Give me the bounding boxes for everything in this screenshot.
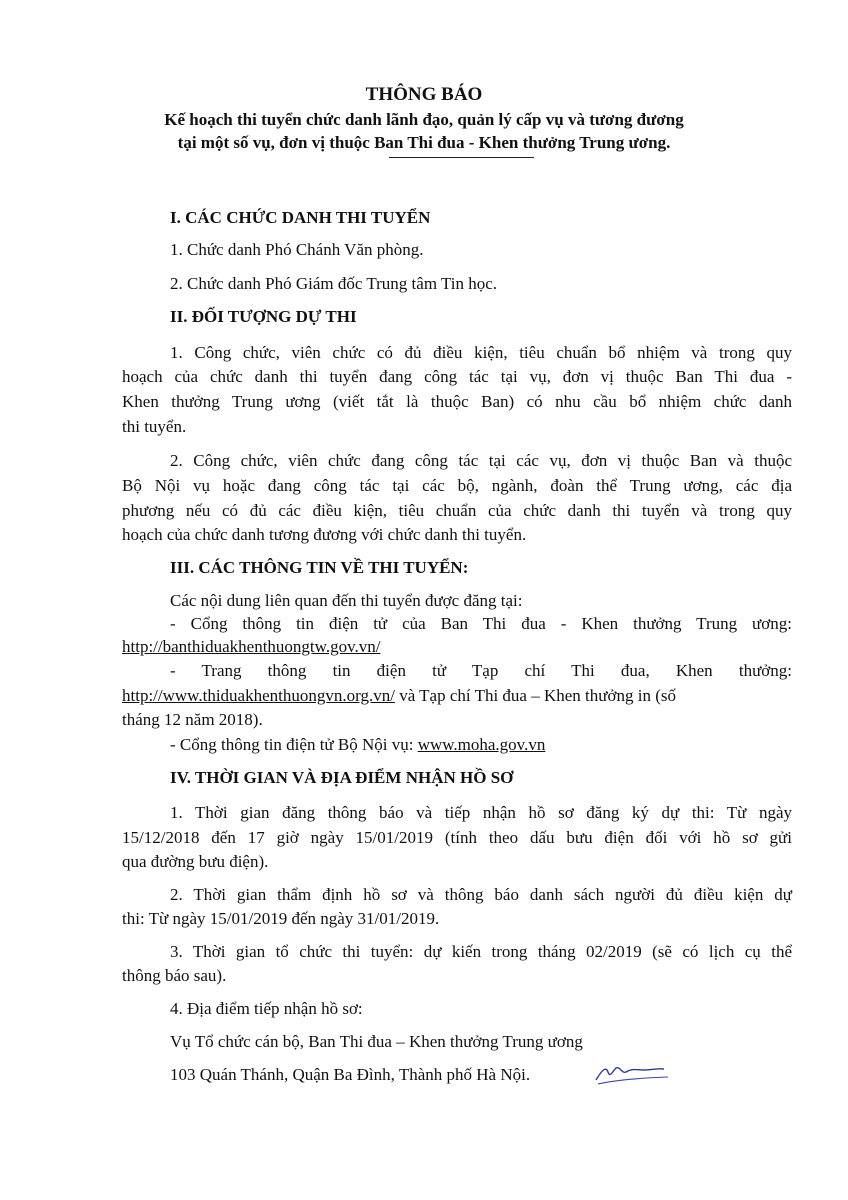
section4-p1-line: 15/12/2018 đến 17 giờ ngày 15/01/2019 (tính theo dấu bưu điện đối với hồ sơ gửi [122, 828, 792, 847]
initials-signature [592, 1058, 672, 1088]
subtitle-line-2: tại một số vụ, đơn vị thuộc Ban Thi đua - Khen thưởng Trung ương. [177, 133, 671, 152]
section1-item-1: 1. Chức danh Phó Chánh Văn phòng. [170, 240, 424, 259]
section3-bullet-2: - Trang thông tin điện tử Tạp chí Thi đua, Khen thưởng: [170, 661, 792, 680]
section2-p2-line: Bộ Nội vụ hoặc đang công tác tại các bộ, ngành, đoàn thể Trung ương, các địa [122, 476, 792, 495]
section4-p1-line: 1. Thời gian đăng thông báo và tiếp nhận hồ sơ đăng ký dự thi: Từ ngày [170, 803, 792, 822]
section2-p1-line: hoạch của chức danh thi tuyển đang công tác tại vụ, đơn vị thuộc Ban Thi đua - [122, 367, 792, 386]
section-heading-2: II. ĐỐI TƯỢNG DỰ THI [170, 307, 357, 326]
section3-bullet-2-line-2 [122, 685, 792, 707]
subtitle-line-1: Kế hoạch thi tuyển chức danh lãnh đạo, quản lý cấp vụ và tương đương [164, 110, 684, 129]
address-line-1: Vụ Tổ chức cán bộ, Ban Thi đua – Khen thưởng Trung ương [170, 1032, 583, 1051]
title-underline [389, 157, 534, 158]
section2-p2-line: 2. Công chức, viên chức đang công tác tại các vụ, đơn vị thuộc Ban và thuộc [170, 451, 792, 470]
section4-p4: 4. Địa điểm tiếp nhận hồ sơ: [170, 999, 363, 1018]
section-heading-4: IV. THỜI GIAN VÀ ĐỊA ĐIỂM NHẬN HỒ SƠ [170, 768, 514, 787]
section3-bullet-3 [170, 734, 840, 756]
section3-bullet-2-rest: và Tạp chí Thi đua – Khen thưởng in (số [394, 686, 676, 705]
section4-p3-line: thông báo sau). [122, 966, 227, 985]
section2-p1-line: Khen thưởng Trung ương (viết tắt là thuộc Ban) có nhu cầu bổ nhiệm chức danh [122, 392, 792, 411]
section4-p3-line: 3. Thời gian tổ chức thi tuyển: dự kiến trong tháng 02/2019 (sẽ có lịch cụ thể [170, 942, 792, 961]
section1-item-2: 2. Chức danh Phó Giám đốc Trung tâm Tin học. [170, 274, 498, 293]
section3-intro: Các nội dung liên quan đến thi tuyển được đăng tại: [170, 591, 523, 610]
section3-bullet-1: - Cổng thông tin điện tử của Ban Thi đua - Khen thưởng Trung ương: [170, 614, 792, 633]
section4-p2-line: 2. Thời gian thẩm định hồ sơ và thông báo danh sách người đủ điều kiện dự [170, 885, 792, 904]
moha-link[interactable]: www.moha.gov.vn [417, 735, 546, 754]
magazine-link[interactable]: http://www.thiduakhenthuongvn.org.vn/ [122, 686, 395, 705]
section4-p2-line: thi: Từ ngày 15/01/2019 đến ngày 31/01/2019. [122, 909, 440, 928]
section4-p1-line: qua đường bưu điện). [122, 852, 269, 871]
page-title: THÔNG BÁO [365, 84, 483, 105]
address-line-2: 103 Quán Thánh, Quận Ba Đình, Thành phố Hà Nội. [170, 1065, 531, 1084]
section2-p1-line: thi tuyển. [122, 417, 187, 436]
section-heading-1: I. CÁC CHỨC DANH THI TUYỂN [170, 208, 431, 227]
section3-bullet-3-text: - Cổng thông tin điện tử Bộ Nội vụ: [170, 735, 418, 754]
section2-p1-line: 1. Công chức, viên chức có đủ điều kiện, tiêu chuẩn bổ nhiệm và trong quy [170, 343, 792, 362]
section3-bullet-2-line-3: tháng 12 năm 2018). [122, 710, 263, 729]
section2-p2-line: phương nếu có đủ các điều kiện, tiêu chuẩn của chức danh thi tuyển và trong quy [122, 501, 792, 520]
portal-link[interactable]: http://banthiduakhenthuongtw.gov.vn/ [122, 637, 381, 656]
section2-p2-line: hoạch của chức danh tương đương với chức danh thi tuyển. [122, 525, 527, 544]
section-heading-3: III. CÁC THÔNG TIN VỀ THI TUYỂN: [170, 558, 469, 577]
